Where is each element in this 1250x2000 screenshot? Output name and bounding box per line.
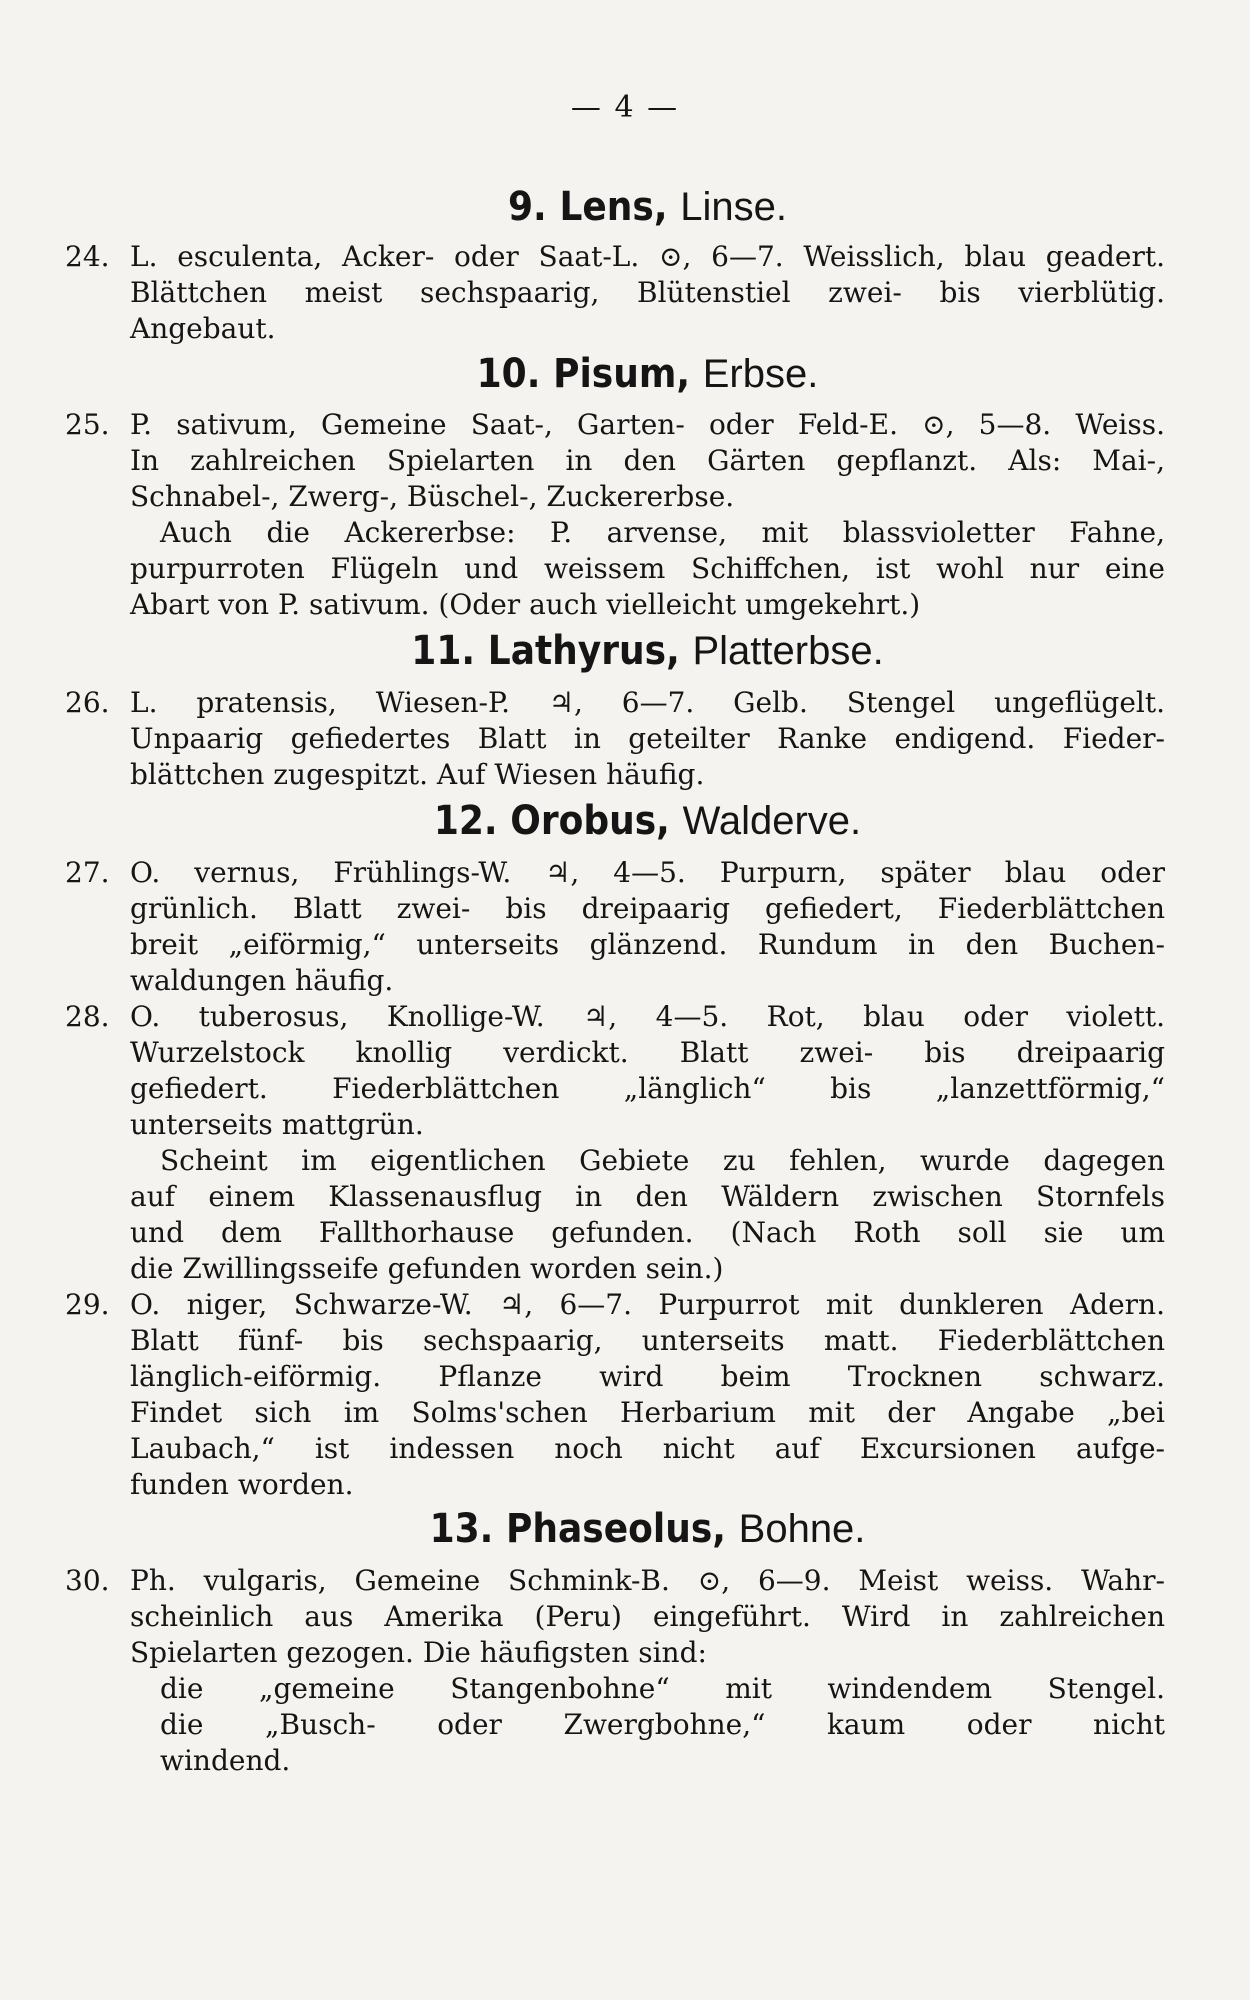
heading-number: 9. (508, 184, 547, 230)
entry-number: 29. (65, 1288, 110, 1321)
section-heading-lens (130, 183, 1165, 231)
text-line: Blatt fünf- bis sechspaarig, unterseits matt. Fiederblättchen (130, 1324, 1165, 1357)
text-line: Findet sich im Solms'schen Herbarium mit der Angabe „bei (130, 1396, 1165, 1429)
text-line: die „Busch- oder Zwergbohne,“ kaum oder nicht (160, 1708, 1165, 1741)
section-heading-phaseolus (130, 1505, 1165, 1553)
text-line: purpurroten Flügeln und weissem Schiffchen, ist wohl nur eine (130, 552, 1165, 585)
text-line: 27. O. vernus, Frühlings-W. ♃, 4—5. Purpurn, später blau oder (65, 856, 1165, 889)
text-line: grünlich. Blatt zwei- bis dreipaarig gefiedert, Fiederblättchen (130, 892, 1165, 925)
entry-number: 28. (65, 1000, 110, 1033)
text-line: unterseits mattgrün. (130, 1108, 424, 1141)
text-line: Abart von P. sativum. (Oder auch vielleicht umgekehrt.) (130, 588, 921, 621)
section-heading-orobus (130, 797, 1165, 845)
text-line: 29. O. niger, Schwarze-W. ♃, 6—7. Purpurrot mit dunkleren Adern. (65, 1288, 1165, 1321)
heading-number: 13. (429, 1506, 494, 1552)
entry-number: 25. (65, 408, 110, 441)
text-line: breit „eiförmig,“ unterseits glänzend. Rundum in den Buchen- (130, 928, 1165, 961)
text-line: 24. L. esculenta, Acker- oder Saat-L. ⊙, 6—7. Weisslich, blau geadert. (65, 240, 1165, 273)
text-line: scheinlich aus Amerika (Peru) eingeführt. Wird in zahlreichen (130, 1600, 1165, 1633)
text-line: 28. O. tuberosus, Knollige-W. ♃, 4—5. Rot, blau oder violett. (65, 1000, 1165, 1033)
text-line: 25. P. sativum, Gemeine Saat-, Garten- oder Feld-E. ⊙, 5—8. Weiss. (65, 408, 1165, 441)
heading-number: 11. (411, 628, 476, 674)
heading-common-name: Erbse. (702, 352, 819, 396)
text-line: Laubach,“ ist indessen noch nicht auf Excursionen aufge- (130, 1432, 1165, 1465)
entry-number: 24. (65, 240, 110, 273)
text-line: länglich-eiförmig. Pflanze wird beim Trocknen schwarz. (130, 1360, 1165, 1393)
heading-common-name: Platterbse. (692, 629, 884, 673)
text-line: blättchen zugespitzt. Auf Wiesen häufig. (130, 758, 705, 791)
text-line: Scheint im eigentlichen Gebiete zu fehlen, wurde dagegen (160, 1144, 1165, 1177)
entry-number: 26. (65, 686, 110, 719)
text-line: 26. L. pratensis, Wiesen-P. ♃, 6—7. Gelb. Stengel ungeflügelt. (65, 686, 1165, 719)
heading-common-name: Bohne. (738, 1507, 866, 1551)
heading-genus: Orobus, (510, 798, 670, 844)
text-line: funden worden. (130, 1468, 354, 1501)
text-line: Spielarten gezogen. Die häufigsten sind: (130, 1636, 707, 1669)
text-line: die „gemeine Stangenbohne“ mit windendem Stengel. (160, 1672, 1165, 1705)
heading-genus: Lathyrus, (487, 628, 680, 674)
text-line: Unpaarig gefiedertes Blatt in geteilter Ranke endigend. Fieder- (130, 722, 1165, 755)
text-line: auf einem Klassenausflug in den Wäldern zwischen Stornfels (130, 1180, 1165, 1213)
heading-number: 12. (433, 798, 498, 844)
text-line: Schnabel-, Zwerg-, Büschel-, Zuckererbse. (130, 480, 735, 513)
section-heading-lathyrus (130, 627, 1165, 675)
heading-common-name: Walderve. (682, 799, 862, 843)
text-line: waldungen häufig. (130, 964, 394, 997)
text-line: Auch die Ackererbse: P. arvense, mit blassvioletter Fahne, (160, 516, 1165, 549)
text-line: und dem Fallthorhause gefunden. (Nach Roth soll sie um (130, 1216, 1165, 1249)
heading-common-name: Linse. (680, 185, 787, 229)
text-line: 30. Ph. vulgaris, Gemeine Schmink-B. ⊙, 6—9. Meist weiss. Wahr- (65, 1564, 1165, 1597)
text-line: die Zwillingsseife gefunden worden sein.) (130, 1252, 724, 1285)
text-line: windend. (160, 1744, 291, 1777)
heading-number: 10. (476, 351, 541, 397)
heading-genus: Lens, (559, 184, 668, 230)
entry-number: 27. (65, 856, 110, 889)
heading-genus: Pisum, (553, 351, 691, 397)
text-line: Angebaut. (130, 312, 276, 345)
section-heading-pisum (130, 350, 1165, 398)
heading-genus: Phaseolus, (506, 1506, 726, 1552)
page-number: — 4 — (570, 90, 680, 125)
text-line: gefiedert. Fiederblättchen „länglich“ bis „lanzettförmig,“ (130, 1072, 1165, 1105)
entry-number: 30. (65, 1564, 110, 1597)
text-line: Wurzelstock knollig verdickt. Blatt zwei- bis dreipaarig (130, 1036, 1165, 1069)
text-line: Blättchen meist sechspaarig, Blütenstiel zwei- bis vierblütig. (130, 276, 1165, 309)
text-line: In zahlreichen Spielarten in den Gärten gepflanzt. Als: Mai-, (130, 444, 1165, 477)
